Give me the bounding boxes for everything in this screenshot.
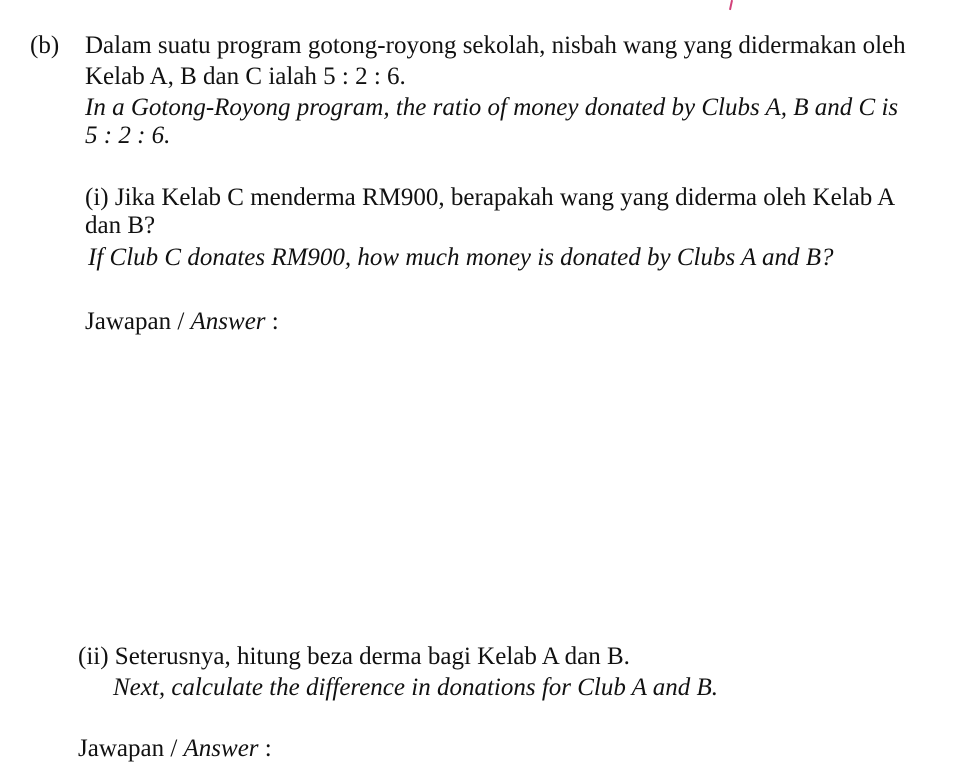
question-english-line1: In a Gotong-Royong program, the ratio of money donated by Clubs A, B and C is: [85, 94, 899, 121]
answer-label-english: Answer: [183, 735, 259, 762]
answer-colon: :: [258, 735, 272, 762]
question-malay-line1: Dalam suatu program gotong-royong sekolah, nisbah wang yang didermakan oleh: [85, 32, 906, 59]
part-i-malay-line2: dan B?: [85, 212, 156, 239]
question-label: (b): [30, 32, 60, 59]
answer-label-english: Answer: [190, 308, 266, 335]
part-ii-answer-label: [78, 736, 272, 761]
part-i-english: If Club C donates RM900, how much money is donated by Clubs A and B?: [88, 244, 834, 271]
part-i-malay-line1: (i) Jika Kelab C menderma RM900, berapakah wang yang diderma oleh Kelab A: [85, 184, 896, 211]
question-malay-line2: Kelab A, B dan C ialah 5 : 2 : 6.: [85, 63, 406, 90]
answer-colon: :: [265, 308, 279, 335]
part-i-answer-label: [85, 309, 279, 334]
part-ii-english: Next, calculate the difference in donations for Club A and B.: [113, 674, 719, 701]
question-english-line2: 5 : 2 : 6.: [85, 122, 171, 149]
answer-label-malay: Jawapan /: [85, 308, 191, 335]
answer-label-malay: Jawapan /: [78, 735, 184, 762]
part-ii-malay: (ii) Seterusnya, hitung beza derma bagi Kelab A dan B.: [78, 643, 630, 670]
pen-mark: [729, 0, 733, 10]
